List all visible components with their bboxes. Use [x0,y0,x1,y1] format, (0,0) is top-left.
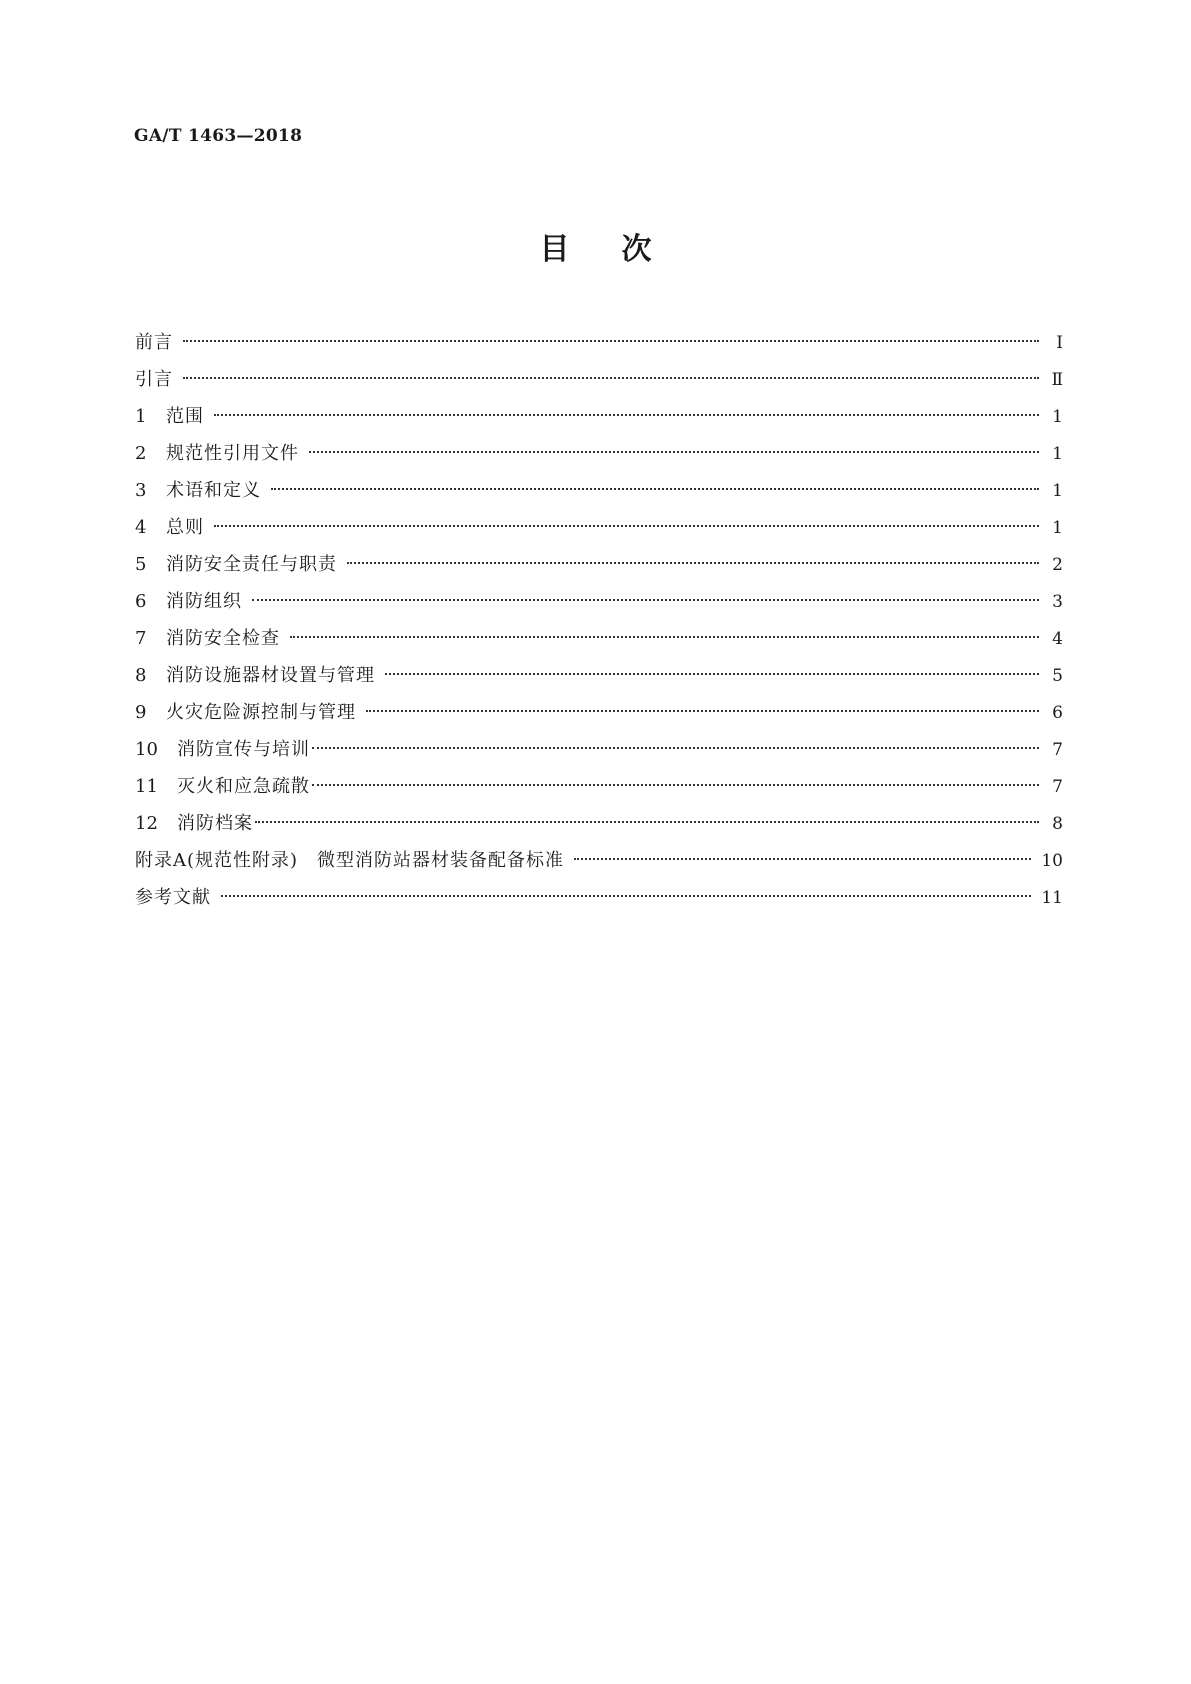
toc-entry-page: 1 [1052,444,1063,464]
dot-leader [214,414,1039,416]
toc-entry-label: 总则 [166,517,204,538]
toc-entry-label: 术语和定义 [166,480,261,501]
toc-entry-page: Ⅱ [1051,370,1063,390]
toc-entry-page: 7 [1052,777,1063,797]
toc-list [135,324,1063,916]
dot-leader [255,821,1039,823]
dot-leader [214,525,1039,527]
dot-leader [221,895,1031,897]
toc-entry-page: Ⅰ [1056,333,1063,353]
toc-entry-number: 1 [135,406,147,427]
toc-entry-label: 消防档案 [177,813,253,834]
toc-entry-page: 4 [1052,629,1063,649]
toc-entry-page: 10 [1041,851,1063,871]
toc-entry-label: 前言 [135,332,173,353]
toc-entry-label: 灭火和应急疏散 [177,776,310,797]
toc-entry-label: 消防宣传与培训 [177,739,310,760]
toc-entry-11[interactable] [135,768,1063,805]
toc-entry-label: 消防设施器材设置与管理 [166,665,375,686]
toc-entry-label: 消防安全责任与职责 [166,554,337,575]
toc-entry-number: 10 [135,739,158,760]
toc-entry-1[interactable] [135,398,1063,435]
toc-entry-5[interactable] [135,546,1063,583]
toc-entry-number: 8 [135,665,147,686]
toc-entry-12[interactable] [135,805,1063,842]
toc-entry-page: 2 [1052,555,1063,575]
toc-entry-label: 参考文献 [135,887,211,908]
dot-leader [309,451,1039,453]
toc-entry-foreword[interactable] [135,324,1063,361]
toc-entry-number: 4 [135,517,147,538]
toc-entry-page: 8 [1052,814,1063,834]
toc-entry-number: 6 [135,591,147,612]
toc-entry-bibliography[interactable] [135,879,1063,916]
toc-entry-label: 范围 [166,406,204,427]
toc-title: 目次 [539,232,704,267]
toc-entry-label: 附录A(规范性附录) 微型消防站器材装备配备标准 [135,850,565,871]
dot-leader [290,636,1039,638]
dot-leader [312,784,1039,786]
toc-entry-4[interactable] [135,509,1063,546]
dot-leader [312,747,1039,749]
toc-entry-page: 3 [1052,592,1063,612]
toc-entry-page: 1 [1052,481,1063,501]
dot-leader [271,488,1039,490]
toc-entry-7[interactable] [135,620,1063,657]
toc-entry-3[interactable] [135,472,1063,509]
standard-code: GA/T 1463—2018 [134,126,303,146]
toc-entry-8[interactable] [135,657,1063,694]
toc-entry-number: 12 [135,813,158,834]
toc-entry-label: 消防组织 [166,591,242,612]
toc-entry-label: 规范性引用文件 [166,443,299,464]
toc-entry-number: 11 [135,776,158,797]
dot-leader [385,673,1039,675]
toc-entry-page: 1 [1052,407,1063,427]
toc-entry-label: 引言 [135,369,173,390]
toc-entry-number: 5 [135,554,147,575]
dot-leader [183,377,1039,379]
toc-entry-label: 消防安全检查 [166,628,280,649]
toc-entry-page: 5 [1052,666,1063,686]
toc-entry-10[interactable] [135,731,1063,768]
toc-entry-number: 7 [135,628,147,649]
dot-leader [252,599,1039,601]
toc-entry-number: 3 [135,480,147,501]
toc-entry-page: 7 [1052,740,1063,760]
toc-entry-9[interactable] [135,694,1063,731]
toc-entry-label: 火灾危险源控制与管理 [166,702,356,723]
toc-entry-page: 1 [1052,518,1063,538]
toc-entry-6[interactable] [135,583,1063,620]
dot-leader [347,562,1039,564]
dot-leader [183,340,1039,342]
toc-entry-appendix-a[interactable] [135,842,1063,879]
dot-leader [366,710,1039,712]
dot-leader [574,858,1031,860]
toc-entry-page: 6 [1052,703,1063,723]
toc-entry-2[interactable] [135,435,1063,472]
toc-entry-page: 11 [1041,888,1063,908]
toc-entry-number: 2 [135,443,147,464]
toc-entry-introduction[interactable] [135,361,1063,398]
toc-entry-number: 9 [135,702,147,723]
